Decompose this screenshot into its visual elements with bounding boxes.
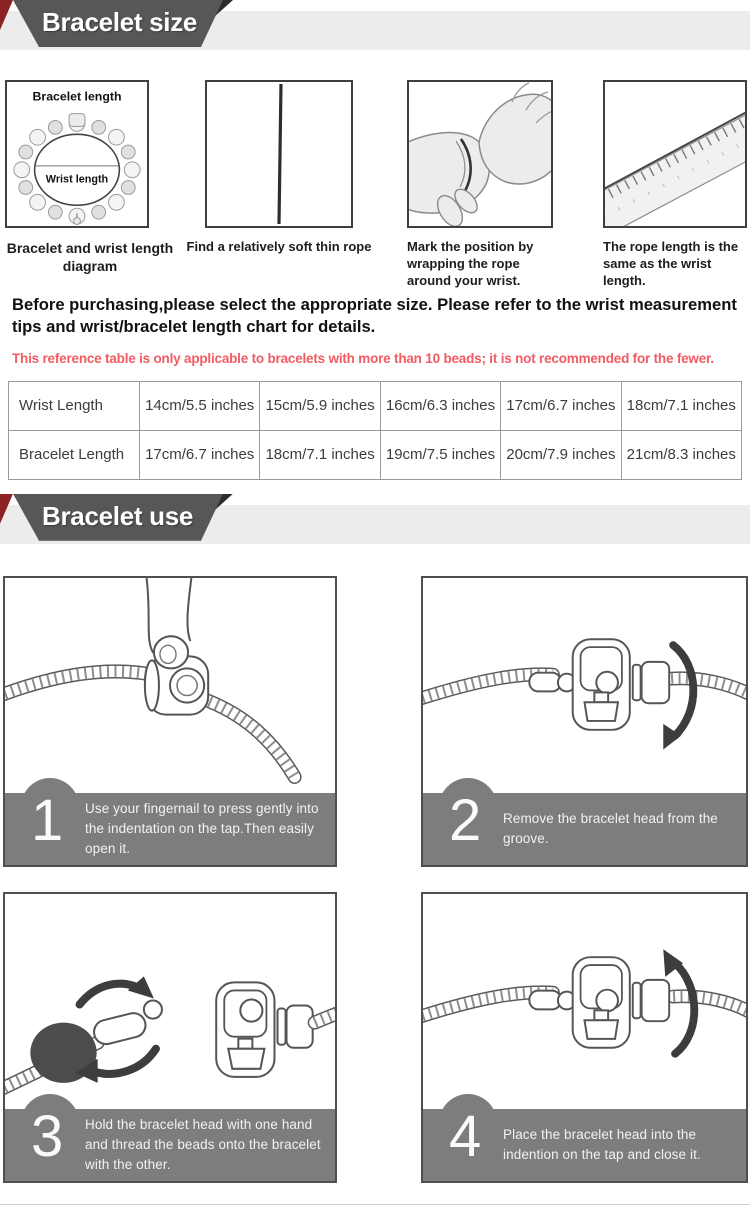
step-4-number: 4 [449, 1103, 482, 1169]
table-cell: 18cm/7.1 inches [621, 381, 741, 430]
step-2-number: 2 [449, 787, 482, 853]
table-cell: 16cm/6.3 inches [380, 381, 500, 430]
table-cell: 14cm/5.5 inches [140, 381, 260, 430]
table-cell: 20cm/7.9 inches [501, 430, 621, 479]
size-note-red-text: This reference table is only applicable to bracelets with more than 10 beads; it is not recommended for the fewer. [12, 350, 714, 366]
table-row-wrist [9, 381, 742, 430]
size-intro-text: Before purchasing,please select the appropriate size. Please refer to the wrist measurement tips and wrist/bracelet length chart for details. [12, 294, 737, 337]
measure-step-3-caption: Mark the position by wrapping the rope around your wrist. [407, 239, 534, 288]
use-step-panel-2 [421, 576, 748, 867]
table-cell: 19cm/7.5 inches [380, 430, 500, 479]
table-cell: 17cm/6.7 inches [140, 430, 260, 479]
charm-bracelet-drawing [14, 114, 140, 225]
section-header-bracelet-use [0, 494, 750, 550]
measurement-steps-row [0, 80, 750, 290]
measure-step-2 [186, 80, 380, 290]
table-cell: Wrist Length [9, 381, 140, 430]
step-1-text: Use your fingernail to press gently into the indentation on the tap.Then easily open it. [85, 801, 319, 856]
bracelet-diagram-image [5, 80, 149, 228]
measure-step-2-caption: Find a relatively soft thin rope [186, 239, 372, 254]
wrist-wrapping-image [407, 80, 553, 228]
table-cell: 17cm/6.7 inches [501, 381, 621, 430]
section-title-bracelet-size: Bracelet size [42, 7, 198, 37]
use-step-panel-1 [3, 576, 337, 867]
use-steps-grid [3, 576, 750, 1183]
step-4-caption-bar [423, 1103, 746, 1181]
step-1-caption-bar [5, 787, 335, 865]
step-2-text: Remove the bracelet head from the groove. [503, 811, 718, 846]
table-cell: 18cm/7.1 inches [260, 430, 380, 479]
measure-step-1-caption: Bracelet and wrist length diagram [6, 240, 174, 275]
use-step-panel-4 [421, 892, 748, 1183]
ruler-image [603, 80, 747, 228]
label-bracelet-length: Bracelet length [32, 89, 122, 104]
step-4-illustration [423, 894, 746, 1109]
section-header-bracelet-size [0, 0, 750, 56]
label-wrist-length: Wrist length [45, 173, 109, 186]
section-divider [0, 1204, 750, 1205]
table-cell: 15cm/5.9 inches [260, 381, 380, 430]
measure-step-3 [380, 80, 566, 290]
measure-step-4 [566, 80, 750, 290]
table-row-bracelet [9, 430, 742, 479]
step-3-caption-bar [5, 1103, 335, 1181]
use-step-panel-3 [3, 892, 337, 1183]
step-3-number: 3 [31, 1103, 64, 1169]
table-cell: Bracelet Length [9, 430, 140, 479]
step-4-text: Place the bracelet head into the indention on the tap and close it. [503, 1127, 701, 1162]
thin-rope-image [205, 80, 353, 228]
step-1-illustration [5, 578, 335, 793]
section-title-bracelet-use: Bracelet use [42, 500, 194, 531]
measure-step-1 [0, 80, 190, 290]
step-1-number: 1 [31, 787, 64, 853]
step-3-illustration [5, 894, 335, 1109]
measure-step-4-caption: The rope length is the same as the wrist length. [603, 239, 739, 288]
step-2-caption-bar [423, 787, 746, 865]
size-chart-table [8, 381, 742, 480]
step-2-illustration [423, 578, 746, 793]
step-3-text: Hold the bracelet head with one hand and thread the beads onto the bracelet with the other. [85, 1117, 321, 1172]
table-cell: 21cm/8.3 inches [621, 430, 741, 479]
